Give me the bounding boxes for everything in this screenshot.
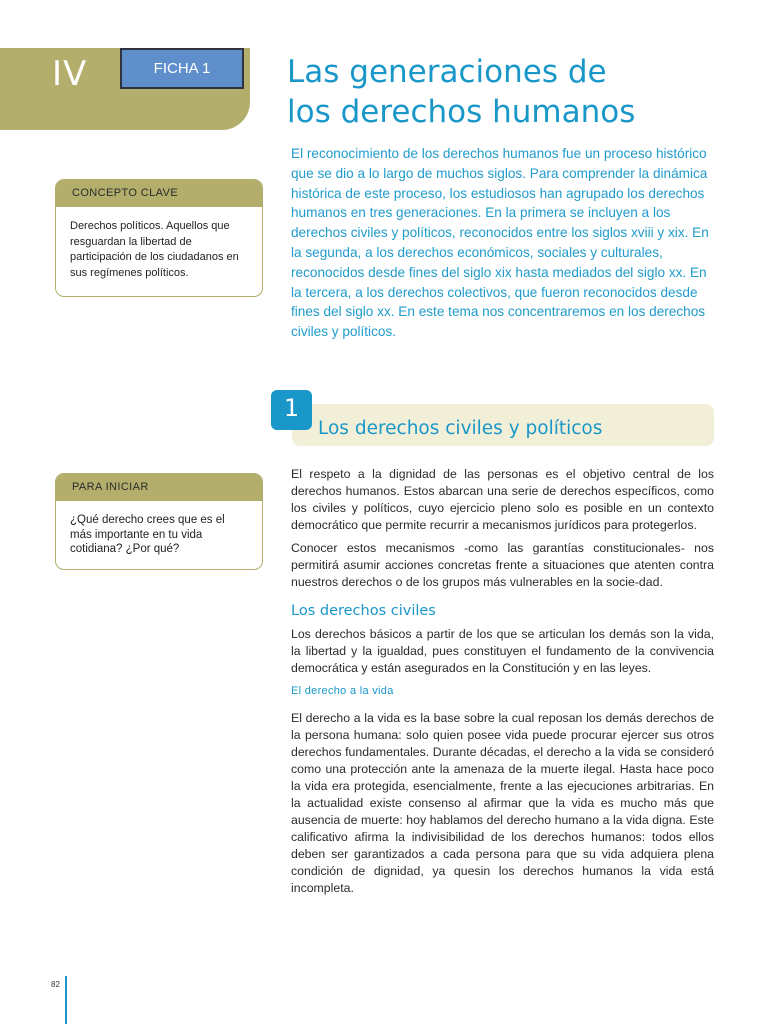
para-iniciar-heading: PARA INICIAR [56,474,262,501]
body-paragraph-1: El respeto a la dignidad de las personas es el objetivo central de los derechos humanos. Estos abarcan una serie de derechos específicos, como los civiles y políticos, cuyo ejercicio pleno solo es posible en un contexto democrático que permite recurrir a mecanismos jurídicos para protegerlos. [291,467,714,532]
concepto-clave-heading: CONCEPTO CLAVE [56,180,262,207]
body-paragraph-3: Los derechos básicos a partir de los que se articulan los demás son la vida, la libertad y la igualdad, pues constituyen el fundamento de la convivencia democrática y están asegurados en la Constitución y en las leyes. [291,627,714,675]
page-rule [65,976,67,1024]
unit-number: IV [52,54,88,94]
concepto-clave-box [55,179,263,297]
section-number: 1 [271,390,312,430]
para-iniciar-text: ¿Qué derecho crees que es el más importante en tu vida cotidiana? ¿Por qué? [70,514,225,555]
main-body [291,466,714,903]
intro-paragraph: El reconocimiento de los derechos humanos fue un proceso histórico que se dio a lo largo de muchos siglos. Para comprender la dinámica histórica de este proceso, los estudiosos han agrupado los derechos humanos en tres generaciones. En la primera se incluyen a los derechos civiles y políticos, reconocidos entre los siglos xviii y xix. En la segunda, a los derechos económicos, sociales y culturales, reconocidos desde fines del siglo xix hasta mediados del siglo xx. En la tercera, a los derechos colectivos, que fueron reconocidos desde fines del siglo xx. En este tema nos concentraremos en los derechos civiles y políticos. [291,146,709,340]
page-title [287,52,737,132]
subheading-derechos-civiles: Los derechos civiles [291,603,436,619]
page-number: 82 [51,980,60,989]
title-line-1: Las generaciones de [287,54,607,90]
body-paragraph-2: Conocer estos mecanismos -como las garantías constitucionales- nos permitirá asumir acciones concretas frente a situaciones que atenten contra nuestros derechos o de los grupos más vulnerables en la socie-dad. [291,541,714,589]
para-iniciar-box [55,473,263,570]
title-line-2: los derechos humanos [287,94,636,130]
body-paragraph-4: El derecho a la vida es la base sobre la cual reposan los demás derechos de la persona humana: solo quien posee vida puede procurar ejercer sus otros derechos fundamentales. Durante décadas, el derecho a la vida se consideró como una protección ante la amenaza de la muerte ilegal. Hasta hace poco la vida era protegida, esencialmente, frente a las ejecuciones arbitrarias. En la actualidad existe consenso al afirmar que la vida es mucho más que ausencia de muerte: hoy hablamos del derecho humano a la vida digna. Este calificativo afirma la indivisibilidad de los derechos humanos: todos ellos deben ser garantizados a cada persona para que su vida adquiera plena condición de dignidad, ya quesin los derechos humanos la vida está incompleta. [291,711,714,895]
subheading-derecho-vida: El derecho a la vida [291,685,394,697]
concepto-clave-text: Derechos políticos. Aquellos que resguardan la libertad de participación de los ciudadanos en sus regímenes políticos. [70,220,239,279]
ficha-label: FICHA 1 [120,48,244,89]
section-title: Los derechos civiles y políticos [318,418,603,439]
